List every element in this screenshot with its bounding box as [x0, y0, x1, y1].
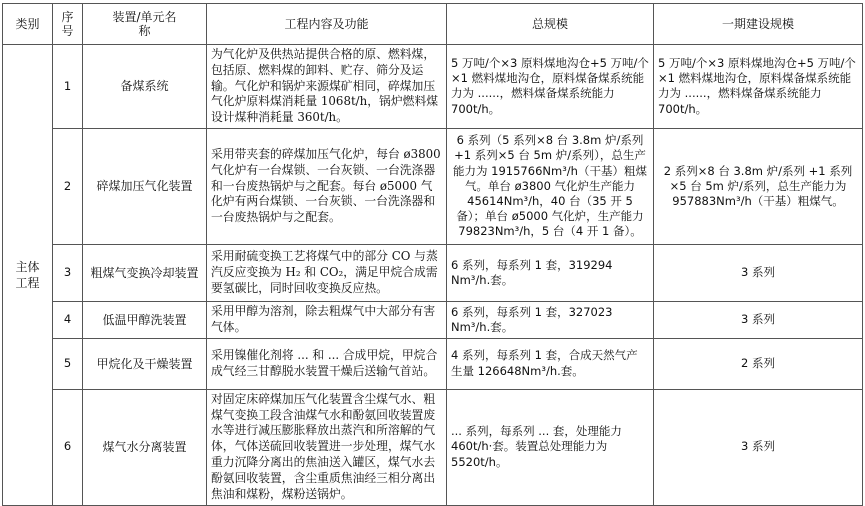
row-name: 备煤系统: [83, 45, 207, 129]
table-row: [3, 338, 863, 389]
table-row: [3, 45, 863, 129]
row-phase1: 3 系列: [654, 389, 863, 505]
row-index: 4: [53, 301, 83, 338]
row-index: 1: [53, 45, 83, 129]
row-total: 6 系列，每系列 1 套，327023 Nm³/h.套。: [447, 301, 654, 338]
row-total: 6 系列（5 系列×8 台 3.8m 炉/系列+1 系列×5 台 5m 炉/系列），总生产能力为 1915766Nm³/h（干基）粗煤气。单台 ø3800 气化炉生产能力 45614Nm³/h，40 台（35 开 5 备）；单台 ø5000 气化炉，生产能力 79823Nm³/h，5 台（4 开 1 备）。: [447, 128, 654, 244]
category-cell: 主体工程: [3, 45, 53, 506]
row-phase1: 5 万吨/个×3 原料煤地沟仓+5 万吨/个×1 燃料煤地沟仓，原料煤备煤系统能力为 ......，燃料煤备煤系统能力 700t/h。: [654, 45, 863, 129]
row-total: 4 系列，每系列 1 套，合成天然气产生量 126648Nm³/h.套。: [447, 338, 654, 389]
row-content: 采用镍催化剂将 ... 和 ... 合成甲烷，甲烷合成气经三甘醇脱水装置干燥后送输气首站。: [207, 338, 447, 389]
row-index: 3: [53, 244, 83, 301]
row-total: ... 系列，每系列 ... 套，处理能力 460t/h·套。装置总处理能力为 5520t/h。: [447, 389, 654, 505]
row-index: 6: [53, 389, 83, 505]
row-index: 2: [53, 128, 83, 244]
header-total: 总规模: [447, 4, 654, 45]
header-category: 类别: [3, 4, 53, 45]
table-row: [3, 301, 863, 338]
row-content: 采用甲醇为溶剂，除去粗煤气中大部分有害气体。: [207, 301, 447, 338]
row-content: 采用带夹套的碎煤加压气化炉，每台 ø3800 气化炉有一台煤锁、一台灰锁、一台洗涤器和一台废热锅炉与之配套。每台 ø5000 气化炉有两台煤锁、一台灰锁、一台洗涤器和一台废热锅炉与之配套。: [207, 128, 447, 244]
row-content: 为气化炉及供热站提供合格的原、燃料煤，包括原、燃料煤的卸料、贮存、筛分及运输。气化炉和锅炉来源煤矿相同，碎煤加压气化炉原料煤消耗量 1068t/h，锅炉燃料煤设计煤种消耗量 360t/h。: [207, 45, 447, 129]
row-phase1: 3 系列: [654, 244, 863, 301]
project-table: [2, 3, 863, 506]
row-total: 6 系列，每系列 1 套，319294 Nm³/h.套。: [447, 244, 654, 301]
row-name: 甲烷化及干燥装置: [83, 338, 207, 389]
row-content: 采用耐硫变换工艺将煤气中的部分 CO 与蒸汽反应变换为 H₂ 和 CO₂，满足甲烷合成需要氢碳比，同时回收变换反应热。: [207, 244, 447, 301]
row-phase1: 3 系列: [654, 301, 863, 338]
table-header-row: [3, 4, 863, 45]
row-name: 低温甲醇洗装置: [83, 301, 207, 338]
header-unit: 装置/单元名称: [83, 4, 207, 45]
header-content: 工程内容及功能: [207, 4, 447, 45]
row-content: 对固定床碎煤加压气化装置含尘煤气水、粗煤气变换工段含油煤气水和酚氨回收装置废水等进行减压膨胀释放出蒸汽和所溶解的气体，气体送硫回收装置进一步处理，煤气水重力沉降分离出的焦油送入罐区，煤气水去酚氨回收装置，含尘重质焦油经三相分离出焦油和煤粉，煤粉送锅炉。: [207, 389, 447, 505]
table-row: [3, 389, 863, 505]
row-index: 5: [53, 338, 83, 389]
row-name: 粗煤气变换冷却装置: [83, 244, 207, 301]
row-total: 5 万吨/个×3 原料煤地沟仓+5 万吨/个×1 燃料煤地沟仓，原料煤备煤系统能力为 ......，燃料煤备煤系统能力 700t/h。: [447, 45, 654, 129]
row-name: 煤气水分离装置: [83, 389, 207, 505]
row-phase1: 2 系列: [654, 338, 863, 389]
header-index: 序号: [53, 4, 83, 45]
row-phase1: 2 系列×8 台 3.8m 炉/系列 +1 系列×5 台 5m 炉/系列，总生产能力为 957883Nm³/h（干基）粗煤气。: [654, 128, 863, 244]
row-name: 碎煤加压气化装置: [83, 128, 207, 244]
header-phase1: 一期建设规模: [654, 4, 863, 45]
table-row: [3, 128, 863, 244]
table-row: [3, 244, 863, 301]
